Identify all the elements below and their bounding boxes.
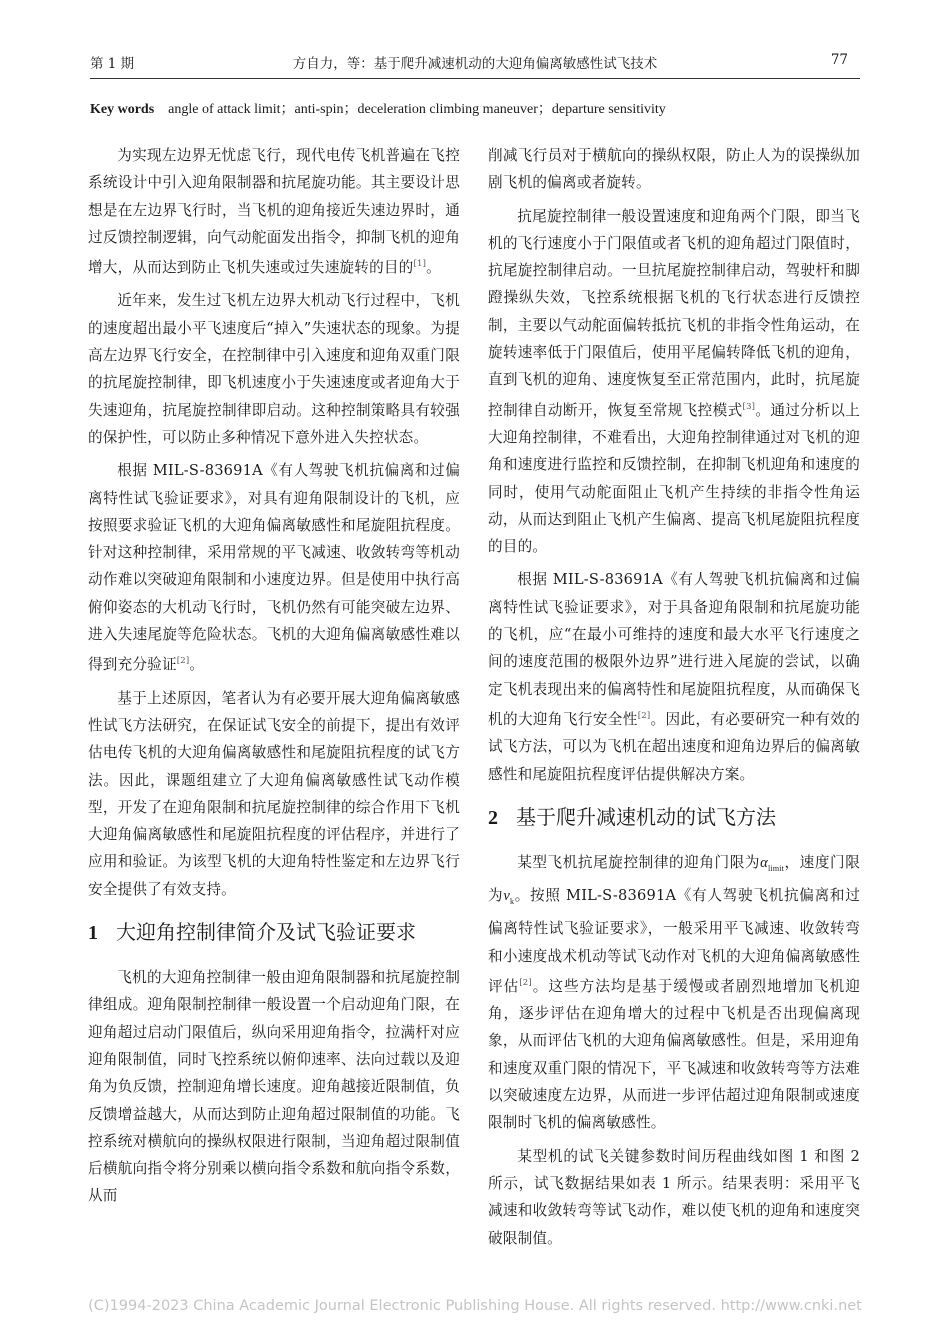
copyright-footer: (C)1994-2023 China Academic Journal Electronic Publishing House. All rights reserved. http://www.cnki.net — [88, 1298, 862, 1314]
citation: [1] — [413, 259, 427, 270]
citation: [2] — [176, 656, 190, 667]
paragraph: 基于上述原因，笔者认为有必要开展大迎角偏离敏感性试飞方法研究，在保证试飞安全的前提下，提出有效评估电传飞机的大迎角偏离敏感性和尾旋阻抗程度的试飞方法。因此，课题组建立了大迎角偏离敏感性试飞动作模型，开发了在迎角限制和抗尾旋控制律的综合作用下飞机大迎角偏离敏感性和尾旋阻抗程度的评估程序，并进行了应用和验证。为该型飞机的大迎角特性鉴定和左边界飞行安全提供了有效支持。 — [88, 689, 460, 898]
paragraph: 根据 MIL-S-83691A《有人驾驶飞机抗偏离和过偏离特性试飞验证要求》，对具有迎角限制设计的飞机，应按照要求验证飞机的大迎角偏离敏感性和尾旋阻抗程度。针对这种控制律，采用常规的平飞减速、收敛转弯等机动动作难以突破迎角限制和小速度边界。但是使用中执行高俯仰姿态的大机动飞行时，飞机仍然有可能突破左边界、进入失速尾旋等危险状态。飞机的大迎角偏离敏感性难以得到充分验证[2]。 — [88, 462, 460, 674]
issue-number: 第 1 期 — [90, 56, 135, 72]
section-heading-1 — [88, 917, 460, 948]
right-column — [488, 142, 860, 1258]
paragraph: 为实现左边界无忧虑飞行，现代电传飞机普遍在飞控系统设计中引入迎角限制器和抗尾旋功能。其主要设计思想是在左边界飞行时，当飞机的迎角接近失速边界时，通过反馈控制逻辑，向气动舵面发出指令，抑制飞机的迎角增大，从而达到防止飞机失速或过失速旋转的目的[1]。 — [88, 147, 460, 277]
citation: [2] — [519, 977, 532, 988]
section-number: 2 — [488, 806, 498, 829]
paragraph: 某型机的试飞关键参数时间历程曲线如图 1 和图 2 所示，试飞数据结果如表 1 所示。结果表明：采用平飞减速和收敛转弯等试飞动作，难以使飞机的迎角和速度突破限制值。 — [488, 1147, 860, 1247]
section-title: 大迎角控制律简介及试飞验证要求 — [116, 920, 416, 945]
paragraph: 削减飞行员对于横航向的操纵权限，防止人为的误操纵加剧飞机的偏离或者旋转。 — [488, 147, 860, 192]
left-column — [88, 142, 460, 1216]
header-rule — [90, 78, 860, 79]
keywords-text: angle of attack limit；anti-spin；deceleration climbing maneuver；departure sensitivity — [168, 102, 666, 117]
speed-threshold-symbol: $v_k$ — [503, 888, 515, 906]
section-number: 1 — [88, 922, 98, 945]
paragraph: 飞机的大迎角控制律一般由迎角限制器和抗尾旋控制律组成。迎角限制控制律一般设置一个启动迎角门限，在迎角超过启动门限值后，纵向采用迎角指令，拉满杆对应迎角限制值，同时飞控系统以俯仰速率、法向过载以及迎角为负反馈，控制迎角增长速度。迎角越接近限制值，负反馈增益越大，从而达到防止迎角超过限制值的功能。飞控系统对横航向的操纵权限进行限制，当迎角超过限制值后横航向指令将分别乘以横向指令系数和航向指令系数，从而 — [88, 969, 460, 1205]
keywords-line — [90, 98, 860, 118]
citation: [2] — [637, 710, 651, 721]
paragraph: 抗尾旋控制律一般设置速度和迎角两个门限，即当飞机的飞行速度小于门限值或者飞机的迎角超过门限值时，抗尾旋控制律启动。一旦抗尾旋控制律启动，驾驶杆和脚蹬操纵失效，飞控系统根据飞机的飞行状态进行反馈控制，主要以气动舵面偏转抵抗飞机的非指令性角运动，在旋转速率低于门限值后，使用平尾偏转降低飞机的迎角，直到飞机的迎角、速度恢复至正常范围内，此时，抗尾旋控制律自动断开，恢复至常规飞控模式[3]。通过分析以上大迎角控制律，不难看出，大迎角控制律通过对飞机的迎角和速度进行监控和反馈控制，在抑制飞机迎角和速度的同时，使用气动舵面阻止飞机产生持续的非指令性角运动，从而达到阻止飞机产生偏离、提高飞机尾旋阻抗程度的目的。 — [488, 207, 860, 556]
paragraph: 根据 MIL-S-83691A《有人驾驶飞机抗偏离和过偏离特性试飞验证要求》，对于具备迎角限制和抗尾旋功能的飞机，应“在最小可维持的速度和最大水平飞行速度之间的速度范围的极限外边界”进行进入尾旋的尝试，以确定飞机表现出来的偏离特性和尾旋阻抗程度，从而确保飞机的大迎角飞行安全性[2]。因此，有必要研究一种有效的试飞方法，可以为飞机在超出速度和迎角边界后的偏离敏感性和尾旋阻抗程度评估提供解决方案。 — [488, 571, 860, 783]
keywords-label: Key words — [90, 102, 155, 117]
section-heading-2 — [488, 802, 860, 833]
section-title: 基于爬升减速机动的试飞方法 — [516, 804, 776, 829]
running-header — [90, 52, 860, 76]
page-number: 77 — [830, 52, 848, 68]
paragraph: 某型飞机抗尾旋控制律的迎角门限为$\alpha_{limit}$，速度门限为$v_k$。按照 MIL-S-83691A《有人驾驶飞机抗偏离和过偏离特性试飞验证要求》，一般采用平飞减速、收敛转弯和小速度战术机动等试飞动作对飞机的大迎角偏离敏感性评估[2]。这些方法均是基于缓慢或者剧烈地增加飞机迎角，逐步评估在迎角增大的过程中飞机是否出现偏离现象，从而评估飞机的大迎角偏离敏感性。但是，采用迎角和速度双重门限的情况下，平飞减速和收敛转弯等方法难以突破速度左边界，从而进一步评估超过迎角限制或速度限制时飞机的偏离敏感性。 — [488, 853, 861, 1132]
alpha-limit-symbol: $\alpha_{limit}$ — [760, 854, 785, 873]
running-title: 方自力，等：基于爬升减速机动的大迎角偏离敏感性试飞技术 — [292, 56, 658, 72]
citation: [3] — [742, 401, 756, 412]
paragraph: 近年来，发生过飞机左边界大机动飞行过程中，飞机的速度超出最小平飞速度后“掉入”失速状态的现象。为提高左边界飞行安全，在控制律中引入速度和迎角双重门限的抗尾旋控制律，即飞机速度小于失速速度或者迎角大于失速迎角，抗尾旋控制律即启动。这种控制策略具有较强的保护性，可以防止多种情况下意外进入失控状态。 — [88, 292, 460, 446]
